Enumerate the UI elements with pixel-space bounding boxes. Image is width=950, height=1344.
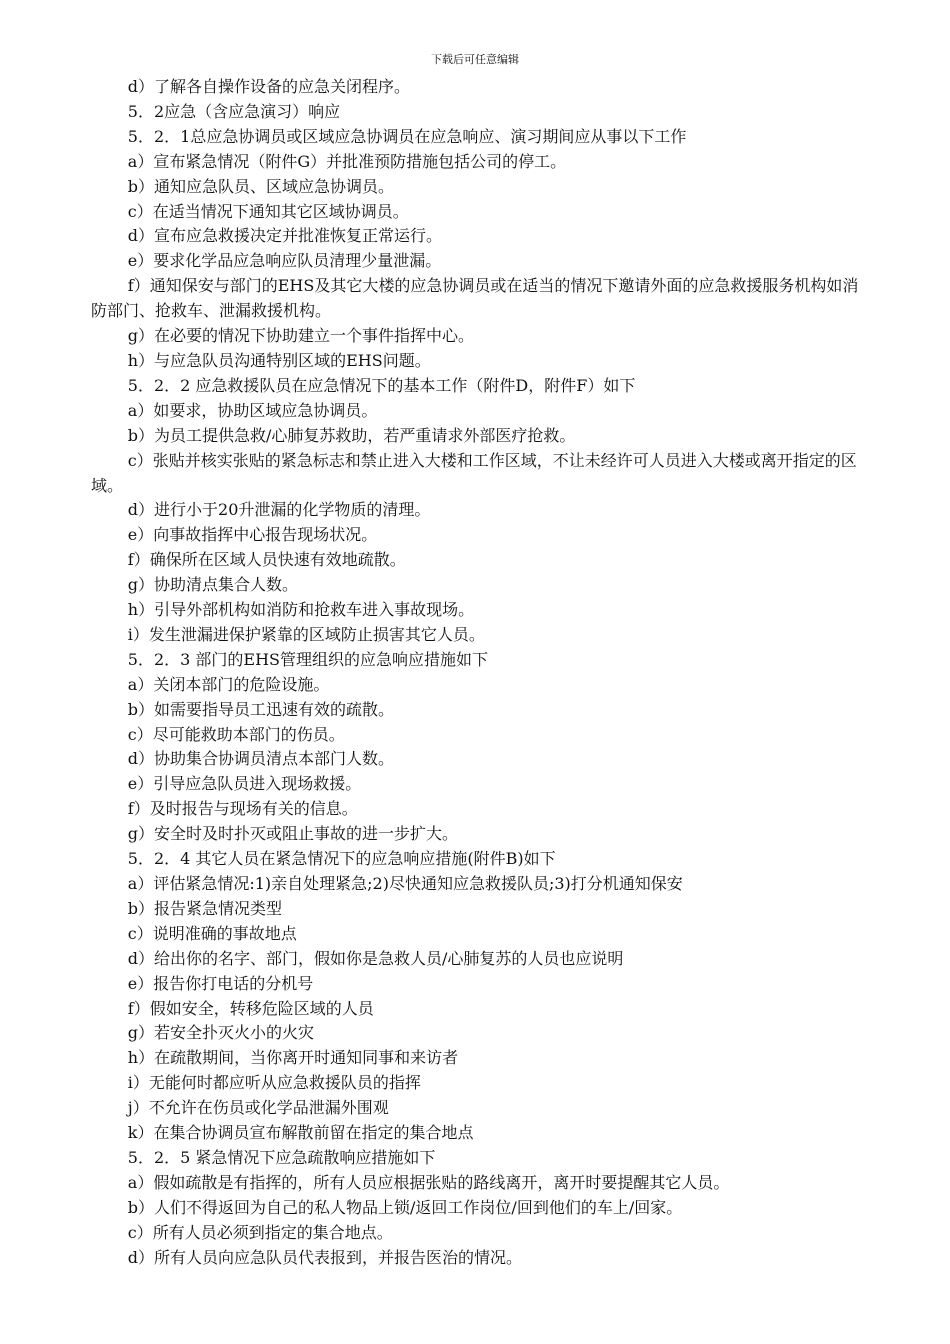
paragraph: d）了解各自操作设备的应急关闭程序。 xyxy=(127,77,411,96)
paragraph: c）张贴并核实张贴的紧急标志和禁止进入大楼和工作区域，不让未经许可人员进入大楼或离开指定的区域。 xyxy=(91,450,857,495)
paragraph: b）通知应急队员、区域应急协调员。 xyxy=(127,176,395,196)
section-heading: 5．2．4 其它人员在紧急情况下的应急响应措施(附件B)如下 xyxy=(127,849,556,869)
paragraph: a）评估紧急情况:1)亲自处理紧急;2)尽快通知应急救援队员;3)打分机通知保安 xyxy=(127,874,683,893)
paragraph: d）进行小于20升泄漏的化学物质的清理。 xyxy=(127,500,431,520)
paragraph: b）人们不得返回为自己的私人物品上锁/返回工作岗位/回到他们的车上/回家。 xyxy=(127,1197,683,1217)
paragraph: d）宣布应急救援决定并批准恢复正常运行。 xyxy=(127,226,443,246)
paragraph: d）协助集合协调员清点本部门人数。 xyxy=(127,749,395,769)
paragraph: b）为员工提供急救/心肺复苏救助，若严重请求外部医疗抢救。 xyxy=(127,425,576,445)
section-heading: 5．2．2 应急救援队员在应急情况下的基本工作（附件D，附件F）如下 xyxy=(127,375,636,395)
paragraph: e）要求化学品应急响应队员清理少量泄漏。 xyxy=(127,251,442,271)
paragraph: b）如需要指导员工迅速有效的疏散。 xyxy=(127,699,395,719)
paragraph: a）宣布紧急情况（附件G）并批准预防措施包括公司的停工。 xyxy=(127,151,567,171)
paragraph: d）所有人员向应急队员代表报到，并报告医治的情况。 xyxy=(127,1247,523,1267)
paragraph: c）尽可能救助本部门的伤员。 xyxy=(127,724,345,744)
section-heading: 5．2．5 紧急情况下应急疏散响应措施如下 xyxy=(127,1147,436,1167)
paragraph: k）在集合协调员宣布解散前留在指定的集合地点 xyxy=(127,1123,474,1143)
paragraph: a）如要求，协助区域应急协调员。 xyxy=(127,400,378,420)
paragraph: j）不允许在伤员或化学品泄漏外围观 xyxy=(127,1098,389,1118)
paragraph: h）在疏散期间，当你离开时通知同事和来访者 xyxy=(127,1048,459,1068)
paragraph: i）发生泄漏进保护紧靠的区域防止损害其它人员。 xyxy=(127,624,485,644)
paragraph: g）在必要的情况下协助建立一个事件指挥中心。 xyxy=(127,326,475,346)
paragraph: f）及时报告与现场有关的信息。 xyxy=(127,799,358,819)
paragraph: d）给出你的名字、部门，假如你是急救人员/心肺复苏的人员也应说明 xyxy=(127,948,624,968)
paragraph: f）通知保安与部门的EHS及其它大楼的应急协调员或在适当的情况下邀请外面的应急救援服务机构如消防部门、抢救车、泄漏救援机构。 xyxy=(91,276,859,321)
paragraph: f）假如安全，转移危险区域的人员 xyxy=(127,998,374,1018)
paragraph: h）引导外部机构如消防和抢救车进入事故现场。 xyxy=(127,600,475,620)
paragraph: c）说明准确的事故地点 xyxy=(127,923,297,943)
page-header: 下载后可任意编辑 xyxy=(431,53,519,66)
paragraph: c）所有人员必须到指定的集合地点。 xyxy=(127,1222,393,1242)
paragraph: a）关闭本部门的危险设施。 xyxy=(127,674,330,694)
paragraph: a）假如疏散是有指挥的，所有人员应根据张贴的路线离开，离开时要提醒其它人员。 xyxy=(127,1172,730,1192)
paragraph: e）引导应急队员进入现场救援。 xyxy=(127,774,362,794)
document-body xyxy=(91,75,863,1271)
paragraph: i）无能何时都应听从应急救援队员的指挥 xyxy=(127,1073,421,1093)
paragraph: g）若安全扑灭火小的火灾 xyxy=(127,1023,315,1043)
paragraph: g）安全时及时扑灭或阻止事故的进一步扩大。 xyxy=(127,824,459,844)
paragraph: c）在适当情况下通知其它区域协调员。 xyxy=(127,201,409,221)
section-heading: 5．2应急（含应急演习）响应 xyxy=(127,101,341,121)
section-heading: 5．2．3 部门的EHS管理组织的应急响应措施如下 xyxy=(127,649,489,669)
paragraph: f）确保所在区域人员快速有效地疏散。 xyxy=(127,550,406,570)
paragraph: e）向事故指挥中心报告现场状况。 xyxy=(127,525,378,545)
paragraph: b）报告紧急情况类型 xyxy=(127,898,283,918)
paragraph: e）报告你打电话的分机号 xyxy=(127,973,314,993)
paragraph: h）与应急队员沟通特别区域的EHS问题。 xyxy=(127,350,431,370)
section-heading: 5．2．1总应急协调员或区域应急协调员在应急响应、演习期间应从事以下工作 xyxy=(127,126,687,146)
paragraph: g）协助清点集合人数。 xyxy=(127,575,299,595)
